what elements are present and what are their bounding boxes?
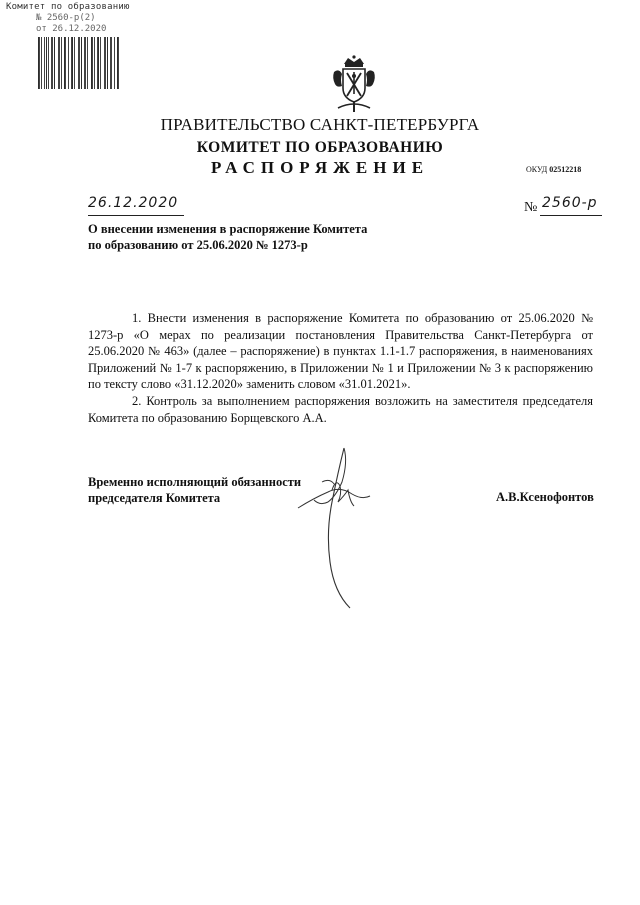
document-date: 26.12.2020: [88, 195, 179, 211]
okud-label: ОКУД: [526, 165, 548, 174]
barcode-icon: [38, 37, 120, 89]
subject-line-2: по образованию от 25.06.2020 № 1273-р: [88, 238, 308, 252]
coat-of-arms-icon: [330, 54, 378, 114]
document-type-title: РАСПОРЯЖЕНИЕ: [210, 158, 430, 177]
government-title: ПРАВИТЕЛЬСТВО САНКТ-ПЕТЕРБУРГА: [160, 115, 480, 134]
body-paragraph-1: 1. Внести изменения в распоряжение Комитета по образованию от 25.06.2020 № 1273-р «О мерах по реализации постановления Правительства Санкт-Петербурга от 25.06.2020 № 463» (далее – распоряжение) в пунктах 1.1-1.7 распоряжения, в наименованиях Приложений № 1-7 к распоряжению, в Приложении № 1 и Приложении № 3 к распоряжению по тексту слово «31.12.2020» заменить словом «31.01.2021».: [88, 311, 593, 392]
document-date-field: [88, 195, 184, 216]
document-number: 2560-р: [542, 195, 598, 211]
okud-number: 02512218: [549, 165, 582, 174]
committee-title: КОМИТЕТ ПО ОБРАЗОВАНИЮ: [196, 139, 444, 156]
stamp-reg-date: от 26.12.2020: [36, 24, 107, 34]
registration-stamp: [6, 2, 146, 35]
okud-code: [526, 165, 581, 174]
document-number-field: [540, 195, 602, 216]
document-number-label: №: [524, 200, 538, 215]
document-subject: [88, 221, 408, 253]
body-paragraph-2: 2. Контроль за выполнением распоряжения возложить на заместителя председателя Комитета по образованию Борщевского А.А.: [88, 393, 593, 425]
stamp-org: Комитет по образованию: [6, 2, 130, 12]
signatory-name: А.В.Ксенофонтов: [496, 490, 594, 504]
signatory-title-line-2: председателя Комитета: [88, 491, 221, 505]
document-body: [88, 310, 593, 426]
subject-line-1: О внесении изменения в распоряжение Комитета: [88, 222, 368, 236]
signatory-title-line-1: Временно исполняющий обязанности: [88, 475, 302, 489]
handwritten-signature-icon: [292, 442, 372, 612]
stamp-reg-number: № 2560-р(2): [36, 13, 96, 23]
